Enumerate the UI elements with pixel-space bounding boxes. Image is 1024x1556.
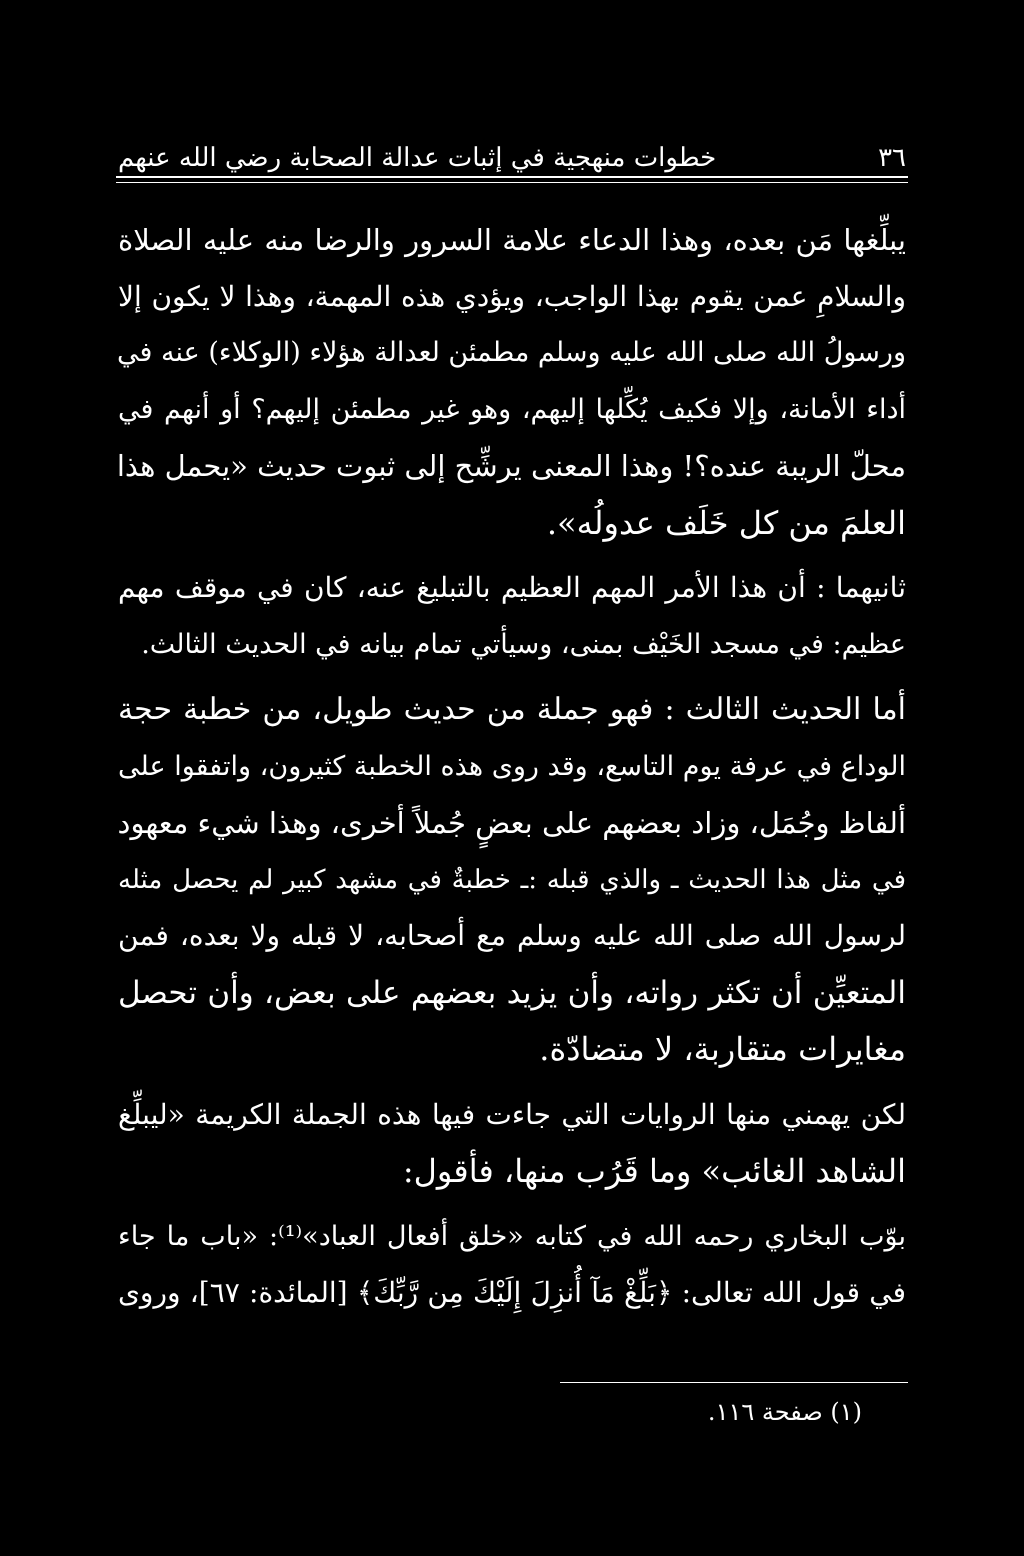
text-line: أما الحديث الثالث : فهو جملة من حديث طويل، من خطبة حجة	[118, 692, 906, 727]
text-line: لكن يهمني منها الروايات التي جاءت فيها هذه الجملة الكريمة «ليبلِّغ	[118, 1097, 906, 1131]
header-rule-thin	[116, 182, 908, 183]
text-line: الوداع في عرفة يوم التاسع، وقد روى هذه الخطبة كثيرون، واتفقوا على	[118, 750, 906, 782]
text-line: المتعيِّن أن تكثر رواته، وأن يزيد بعضهم على بعض، وأن تحصل	[118, 974, 906, 1011]
text-line: لرسول الله صلى الله عليه وسلم مع أصحابه، لا قبله ولا بعده، فمن	[118, 919, 906, 952]
text-line: بوّب البخاري رحمه الله في كتابه «خلق أفعال العباد»⁽¹⁾: «باب ما جاء	[118, 1220, 906, 1252]
page-header	[118, 133, 906, 173]
text-line: في قول الله تعالى: ﴿بَلِّغْ مَآ أُنزِلَ إِلَيْكَ مِن رَّبِّكَ﴾ [المائدة: ٦٧]، وروى	[118, 1276, 906, 1309]
footnote: (١) صفحة ١١٦.	[707, 1398, 862, 1426]
text-line: الشاهد الغائب» وما قَرُب منها، فأقول:	[402, 1152, 906, 1190]
text-line: ألفاظ وجُمَل، وزاد بعضهم على بعضٍ جُملاً أخرى، وهذا شيء معهود	[117, 806, 906, 840]
text-line: ورسولُ الله صلى الله عليه وسلم مطمئن لعدالة هؤلاء (الوكلاء) عنه في	[117, 337, 906, 368]
body-text	[118, 212, 906, 1322]
text-line: أداء الأمانة، وإلا فكيف يُكِّلها إليهم، وهو غير مطمئن إليهم؟ أو أنهم في	[118, 393, 906, 425]
header-rule	[116, 176, 908, 178]
text-line: ثانيهما : أن هذا الأمر المهم العظيم بالتبليغ عنه، كان في موقف مهم	[118, 571, 906, 604]
running-title: خطوات منهجية في إثبات عدالة الصحابة رضي الله عنهم	[118, 143, 717, 173]
footnote-rule	[560, 1382, 908, 1383]
text-line: في مثل هذا الحديث ـ والذي قبله :ـ خطبةٌ في مشهد كبير لم يحصل مثله	[118, 864, 906, 895]
text-line: والسلامِ عمن يقوم بهذا الواجب، ويؤدي هذه المهمة، وهذا لا يكون إلا	[118, 279, 906, 313]
text-line: العلمَ من كل خَلَف عدولُه».	[546, 503, 906, 542]
text-line: محلّ الريبة عنده؟! وهذا المعنى يرشِّح إلى ثبوت حديث «يحمل هذا	[116, 449, 906, 483]
page-number: ٣٦	[878, 143, 906, 173]
text-line: عظيم: في مسجد الخَيْف بمنى، وسيأتي تمام بيانه في الحديث الثالث.	[141, 628, 906, 660]
text-line: يبلِّغها مَن بعده، وهذا الدعاء علامة السرور والرضا منه عليه الصلاة	[118, 223, 906, 257]
text-line: مغايرات متقاربة، لا متضادّة.	[539, 1030, 906, 1068]
